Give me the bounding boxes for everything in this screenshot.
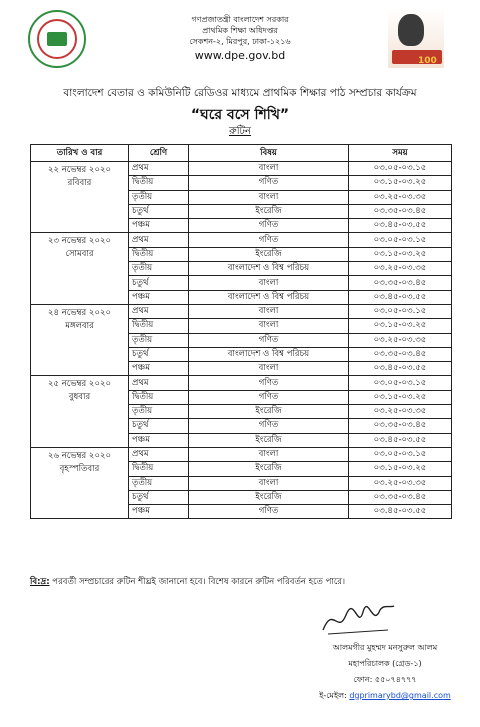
date-text: ২৬ নভেম্বর ২০২০ — [47, 450, 112, 461]
time-cell: ০৩.২৫-০৩.৩৫ — [349, 476, 452, 490]
program-title: বাংলাদেশ বেতার ও কমিউনিটি রেডিওর মাধ্যমে প্রাথমিক শিক্ষার পাঠ সম্প্রচার কার্যক্রম — [63, 87, 417, 99]
class-cell: দ্বিতীয় — [129, 247, 189, 261]
subject-cell: বাংলা — [189, 319, 349, 333]
time-cell: ০৩.৪৫-০৩.৫৫ — [349, 362, 452, 376]
office-address — [150, 14, 330, 63]
time-cell: ০৩.৪৫-০৩.৫৫ — [349, 505, 452, 519]
table-row — [31, 162, 452, 176]
subject-cell: বাংলা — [189, 304, 349, 318]
weekday-text: বৃহস্পতিবার — [59, 463, 100, 474]
directorate-line: প্রাথমিক শিক্ষা অধিদপ্তর — [202, 26, 278, 35]
class-cell: চতুর্থ — [129, 490, 189, 504]
class-cell: পঞ্চম — [129, 505, 189, 519]
time-cell: ০৩.৩৫-০৩.৪৫ — [349, 490, 452, 504]
date-cell — [31, 304, 129, 375]
subject-cell: গণিত — [189, 176, 349, 190]
subject-cell: গণিত — [189, 390, 349, 404]
date-text: ২৩ নভেম্বর ২০২০ — [47, 236, 112, 247]
subject-cell: বাংলা — [189, 476, 349, 490]
time-cell: ০৩.৩৫-০৩.৪৫ — [349, 204, 452, 218]
subject-cell: বাংলাদেশ ও বিশ্ব পরিচয় — [189, 347, 349, 361]
subject-cell: বাংলাদেশ ও বিশ্ব পরিচয় — [189, 290, 349, 304]
time-cell: ০৩.৪৫-০৩.৫৫ — [349, 219, 452, 233]
date-text: ২২ নভেম্বর ২০২০ — [47, 165, 112, 175]
class-cell: দ্বিতীয় — [129, 319, 189, 333]
time-cell: ০৩.২৫-০৩.৩৫ — [349, 333, 452, 347]
subject-cell: ইংরেজি — [189, 405, 349, 419]
time-cell: ০৩.০৫-০৩.১৫ — [349, 304, 452, 318]
subject-cell: বাংলা — [189, 447, 349, 461]
logo-number: 100 — [418, 56, 437, 66]
time-cell: ০৩.২৫-০৩.৩৫ — [349, 190, 452, 204]
class-cell: তৃতীয় — [129, 405, 189, 419]
signature-image — [318, 600, 398, 640]
time-cell: ০৩.৩৫-০৩.৪৫ — [349, 419, 452, 433]
time-cell: ০৩.২৫-০৩.৩৫ — [349, 405, 452, 419]
subject-cell: ইংরেজি — [189, 204, 349, 218]
header-subject: বিষয় — [189, 145, 349, 162]
table-header-row — [31, 145, 452, 162]
slogan: “ঘরে বসে শিখি” — [190, 107, 290, 123]
class-cell: পঞ্চম — [129, 290, 189, 304]
signatory-phone: ফোন: ৫৫০৭৪৭৭৭ — [353, 675, 417, 684]
date-cell — [31, 447, 129, 518]
time-cell: ০৩.১৫-০৩.২৫ — [349, 319, 452, 333]
class-cell: চতুর্থ — [129, 204, 189, 218]
signatory-name: আলমগীর মুহম্মদ মনসুরুল আলম — [332, 643, 438, 652]
time-cell: ০৩.৩৫-০৩.৪৫ — [349, 276, 452, 290]
class-cell: প্রথম — [129, 162, 189, 176]
class-cell: চতুর্থ — [129, 347, 189, 361]
subject-cell: ইংরেজি — [189, 247, 349, 261]
class-cell: তৃতীয় — [129, 262, 189, 276]
subject-cell: বাংলা — [189, 362, 349, 376]
class-cell: পঞ্চম — [129, 362, 189, 376]
weekday-text: বুধবার — [68, 392, 91, 403]
dpe-logo — [28, 10, 86, 68]
time-cell: ০৩.১৫-০৩.২৫ — [349, 462, 452, 476]
date-cell — [31, 233, 129, 304]
email-link[interactable]: dgprimarybd@gmail.com — [349, 691, 451, 700]
time-cell: ০৩.০৫-০৩.১৫ — [349, 233, 452, 247]
class-cell: পঞ্চম — [129, 433, 189, 447]
subject-cell: গণিত — [189, 376, 349, 390]
table-row — [31, 304, 452, 318]
note-label: বি:দ্র: — [30, 577, 50, 587]
note-text: পরবর্তী সম্প্রচারের রুটিন শীঘ্রই জানানো হবে। বিশেষ কারনে রুটিন পরিবর্তন হতে পারে। — [49, 577, 345, 587]
routine-table — [30, 144, 452, 519]
time-cell: ০৩.৩৫-০৩.৪৫ — [349, 347, 452, 361]
time-cell: ০৩.১৫-০৩.২৫ — [349, 247, 452, 261]
portrait-icon — [398, 14, 424, 46]
time-cell: ০৩.২৫-০৩.৩৫ — [349, 262, 452, 276]
subject-cell: গণিত — [189, 333, 349, 347]
date-text: ২৫ নভেম্বর ২০২০ — [47, 379, 112, 390]
time-cell: ০৩.১৫-০৩.২৫ — [349, 390, 452, 404]
date-cell — [31, 162, 129, 233]
subject-cell: গণিত — [189, 505, 349, 519]
header-time: সময় — [349, 145, 452, 162]
class-cell: প্রথম — [129, 447, 189, 461]
table-row — [31, 233, 452, 247]
time-cell: ০৩.০৫-০৩.১৫ — [349, 376, 452, 390]
subject-cell: বাংলা — [189, 276, 349, 290]
time-cell: ০৩.৪৫-০৩.৫৫ — [349, 290, 452, 304]
routine-heading: রুটিন — [229, 126, 251, 137]
letterhead — [0, 0, 480, 80]
class-cell: দ্বিতীয় — [129, 390, 189, 404]
weekday-text: মঙ্গলবার — [65, 320, 94, 331]
subject-cell: ইংরেজি — [189, 433, 349, 447]
class-cell: তৃতীয় — [129, 476, 189, 490]
dpe-logo-inner — [37, 19, 77, 59]
subject-cell: গণিত — [189, 219, 349, 233]
signatory-email-row — [300, 688, 470, 704]
weekday-text: সোমবার — [65, 249, 94, 260]
weekday-text: রবিবার — [67, 178, 92, 188]
note — [30, 575, 460, 589]
mujib-borsho-logo — [388, 8, 444, 68]
time-cell: ০৩.৪৫-০৩.৫৫ — [349, 433, 452, 447]
book-icon — [47, 32, 67, 46]
time-cell: ০৩.১৫-০৩.২৫ — [349, 176, 452, 190]
class-cell: দ্বিতীয় — [129, 176, 189, 190]
subject-cell: বাংলাদেশ ও বিশ্ব পরিচয় — [189, 262, 349, 276]
email-label: ই-মেইল: — [319, 691, 350, 700]
govt-line: গণপ্রজাতন্ত্রী বাংলাদেশ সরকার — [191, 15, 289, 24]
time-cell: ০৩.০৫-০৩.১৫ — [349, 447, 452, 461]
date-text: ২৪ নভেম্বর ২০২০ — [47, 307, 112, 318]
address-line: সেকশন-২, মিরপুর, ঢাকা-১২১৬ — [189, 37, 291, 46]
subject-cell: গণিত — [189, 419, 349, 433]
subject-cell: বাংলা — [189, 162, 349, 176]
class-cell: তৃতীয় — [129, 333, 189, 347]
subject-cell: ইংরেজি — [189, 462, 349, 476]
time-cell: ০৩.০৫-০৩.১৫ — [349, 162, 452, 176]
signatory-block — [300, 640, 470, 704]
class-cell: দ্বিতীয় — [129, 462, 189, 476]
signatory-designation: মহাপরিচালক (গ্রেড-১) — [348, 659, 422, 668]
class-cell: পঞ্চম — [129, 219, 189, 233]
class-cell: প্রথম — [129, 304, 189, 318]
class-cell: চতুর্থ — [129, 276, 189, 290]
website: www.dpe.gov.bd — [194, 49, 286, 62]
date-cell — [31, 376, 129, 447]
class-cell: চতুর্থ — [129, 419, 189, 433]
class-cell: প্রথম — [129, 233, 189, 247]
table-row — [31, 447, 452, 461]
subject-cell: ইংরেজি — [189, 490, 349, 504]
table-row — [31, 376, 452, 390]
header-date: তারিখ ও বার — [31, 145, 129, 162]
subject-cell: বাংলা — [189, 190, 349, 204]
class-cell: প্রথম — [129, 376, 189, 390]
header-class: শ্রেণি — [129, 145, 189, 162]
class-cell: তৃতীয় — [129, 190, 189, 204]
subject-cell: গণিত — [189, 233, 349, 247]
